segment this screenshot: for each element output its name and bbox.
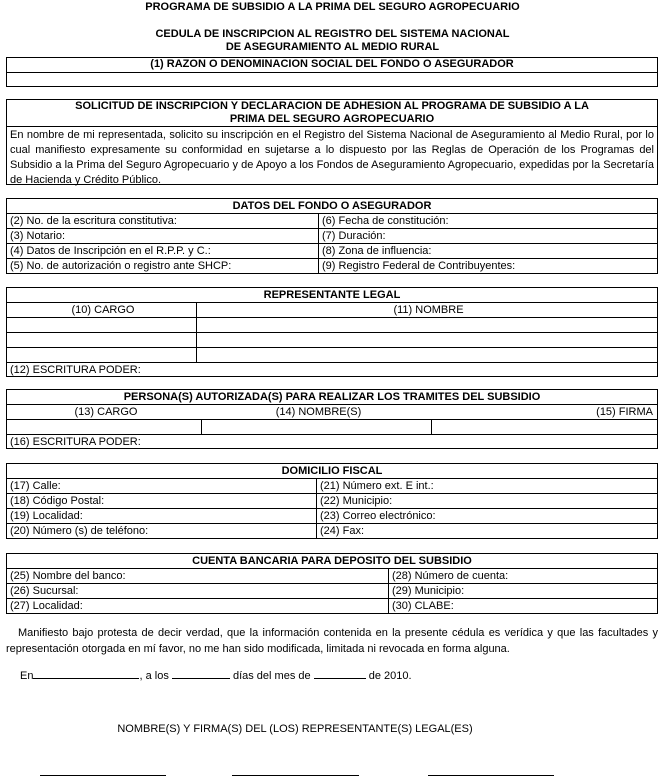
table-row bbox=[7, 244, 657, 259]
lugar-blank[interactable] bbox=[33, 668, 139, 679]
mes-blank[interactable] bbox=[314, 668, 366, 679]
fecha-anio-label: de 2010. bbox=[368, 670, 412, 682]
subtitle-line-1: CEDULA DE INSCRIPCION AL REGISTRO DEL SISTEMA NACIONAL bbox=[155, 28, 510, 40]
cargo-field[interactable] bbox=[7, 318, 197, 332]
table-row bbox=[7, 405, 657, 420]
municipio-field[interactable]: (22) Municipio: bbox=[320, 495, 393, 507]
nombre-column-header: (14) NOMBRE(S) bbox=[275, 406, 362, 418]
solicitud-title bbox=[7, 100, 657, 127]
fecha-en-label: En bbox=[20, 670, 34, 682]
table-row bbox=[7, 569, 657, 584]
zona-influencia-field[interactable]: (8) Zona de influencia: bbox=[322, 245, 432, 257]
cargo-field[interactable] bbox=[7, 348, 197, 362]
fecha-line bbox=[20, 668, 412, 682]
duracion-field[interactable]: (7) Duración: bbox=[322, 230, 386, 242]
escritura-poder-field[interactable]: (12) ESCRITURA PODER: bbox=[10, 364, 141, 376]
fecha-dias-label: días del mes de bbox=[232, 670, 311, 682]
table-row bbox=[7, 348, 657, 363]
fax-field[interactable]: (24) Fax: bbox=[320, 525, 365, 537]
personas-autorizadas-table bbox=[6, 389, 658, 449]
razon-social-label: (1) RAZON O DENOMINACION SOCIAL DEL FONDO O ASEGURADOR bbox=[7, 58, 657, 73]
numero-ext-int-field[interactable]: (21) Número ext. E int.: bbox=[320, 480, 434, 492]
document-title: PROGRAMA DE SUBSIDIO A LA PRIMA DEL SEGURO AGROPECUARIO bbox=[145, 1, 520, 13]
signature-line[interactable] bbox=[40, 775, 166, 776]
table-row bbox=[7, 479, 657, 494]
autorizacion-shcp-field[interactable]: (5) No. de autorización o registro ante SHCP: bbox=[7, 259, 319, 273]
fecha-constitucion-field[interactable]: (6) Fecha de constitución: bbox=[322, 215, 449, 227]
nombre-banco-field[interactable]: (25) Nombre del banco: bbox=[7, 569, 389, 583]
clabe-field[interactable]: (30) CLABE: bbox=[392, 600, 454, 612]
table-row bbox=[7, 509, 657, 524]
localidad-field[interactable]: (19) Localidad: bbox=[7, 509, 317, 523]
table-row bbox=[7, 229, 657, 244]
table-row bbox=[7, 333, 657, 348]
firmas-label: NOMBRE(S) Y FIRMA(S) DEL (LOS) REPRESENTANTE(S) LEGAL(ES) bbox=[117, 723, 473, 735]
cuenta-bancaria-table bbox=[6, 553, 658, 614]
inscripcion-rpp-field[interactable]: (4) Datos de Inscripción en el R.P.P. y C.: bbox=[7, 244, 319, 258]
table-row bbox=[7, 259, 657, 273]
nombre-field[interactable] bbox=[197, 333, 657, 347]
cargo-field[interactable] bbox=[7, 333, 197, 347]
escritura-constitutiva-field[interactable]: (2) No. de la escritura constitutiva: bbox=[7, 214, 319, 228]
numero-cuenta-field[interactable]: (28) Número de cuenta: bbox=[392, 570, 509, 582]
domicilio-title: DOMICILIO FISCAL bbox=[7, 464, 657, 479]
table-row bbox=[7, 599, 657, 613]
representante-table bbox=[6, 287, 658, 377]
datos-fondo-title: DATOS DEL FONDO O ASEGURADOR bbox=[7, 199, 657, 214]
subtitle-line-2: DE ASEGURAMIENTO AL MEDIO RURAL bbox=[225, 41, 440, 53]
solicitud-box bbox=[6, 99, 658, 185]
table-row bbox=[7, 584, 657, 599]
razon-social-field[interactable] bbox=[7, 73, 657, 87]
localidad-field[interactable]: (27) Localidad: bbox=[7, 599, 389, 613]
cargo-column-header: (10) CARGO bbox=[7, 303, 197, 317]
firma-field[interactable] bbox=[432, 420, 657, 434]
signature-line[interactable] bbox=[428, 775, 554, 776]
solicitud-title-line-1: SOLICITUD DE INSCRIPCION Y DECLARACION DE ADHESION AL PROGRAMA DE SUBSIDIO A LA bbox=[75, 100, 589, 112]
cargo-field[interactable] bbox=[7, 420, 202, 434]
rfc-field[interactable]: (9) Registro Federal de Contribuyentes: bbox=[322, 260, 516, 272]
firma-column-header: (15) FIRMA bbox=[596, 406, 653, 418]
municipio-field[interactable]: (29) Municipio: bbox=[392, 585, 465, 597]
correo-electronico-field[interactable]: (23) Correo electrónico: bbox=[320, 510, 436, 522]
sucursal-field[interactable]: (26) Sucursal: bbox=[7, 584, 389, 598]
nombre-field[interactable] bbox=[197, 318, 657, 332]
table-row bbox=[7, 214, 657, 229]
telefono-field[interactable]: (20) Número (s) de teléfono: bbox=[7, 524, 317, 538]
codigo-postal-field[interactable]: (18) Código Postal: bbox=[7, 494, 317, 508]
cargo-column-header: (13) CARGO bbox=[74, 406, 138, 418]
personas-title: PERSONA(S) AUTORIZADA(S) PARA REALIZAR LOS TRAMITES DEL SUBSIDIO bbox=[7, 390, 657, 405]
datos-fondo-table bbox=[6, 198, 658, 274]
notario-field[interactable]: (3) Notario: bbox=[7, 229, 319, 243]
table-row bbox=[7, 435, 657, 449]
document-subtitle bbox=[0, 28, 665, 54]
calle-field[interactable]: (17) Calle: bbox=[7, 479, 317, 493]
table-row bbox=[7, 303, 657, 318]
table-row bbox=[7, 494, 657, 509]
nombre-field[interactable] bbox=[197, 348, 657, 362]
razon-social-box bbox=[6, 57, 658, 87]
table-row bbox=[7, 420, 657, 435]
fecha-a-los-label: , a los bbox=[139, 670, 169, 682]
table-row bbox=[7, 363, 657, 377]
dia-blank[interactable] bbox=[172, 668, 230, 679]
solicitud-text: En nombre de mi representada, solicito su inscripción en el Registro del Sistema Nacional de Aseguramiento al Medio Rural, por lo cual manifiesto expresamente su conformidad en sujetarse a lo dispuesto por las Reglas de Operación de los Programas del Subsidio a la Prima del Seguro Agropecuario y de Apoyo a los Fondos de Aseguramiento Agropecuario, expedidas por la Secretaría de Hacienda y Crédito Público. bbox=[10, 129, 654, 186]
cuenta-title: CUENTA BANCARIA PARA DEPOSITO DEL SUBSIDIO bbox=[7, 554, 657, 569]
domicilio-fiscal-table bbox=[6, 463, 658, 539]
signature-line[interactable] bbox=[232, 775, 359, 776]
declaracion-text: Manifiesto bajo protesta de decir verdad, que la información contenida en la presente cédula es verídica y que las facultades y representación otorgada en mí favor, no me han sido modificada, limitada ni revocada en forma alguna. bbox=[6, 627, 658, 655]
table-row bbox=[7, 524, 657, 538]
escritura-poder-field[interactable]: (16) ESCRITURA PODER: bbox=[10, 436, 141, 448]
nombre-column-header: (11) NOMBRE bbox=[393, 304, 464, 316]
table-row bbox=[7, 318, 657, 333]
solicitud-title-line-2: PRIMA DEL SEGURO AGROPECUARIO bbox=[229, 113, 435, 125]
nombre-field[interactable] bbox=[202, 420, 432, 434]
representante-title: REPRESENTANTE LEGAL bbox=[7, 288, 657, 303]
